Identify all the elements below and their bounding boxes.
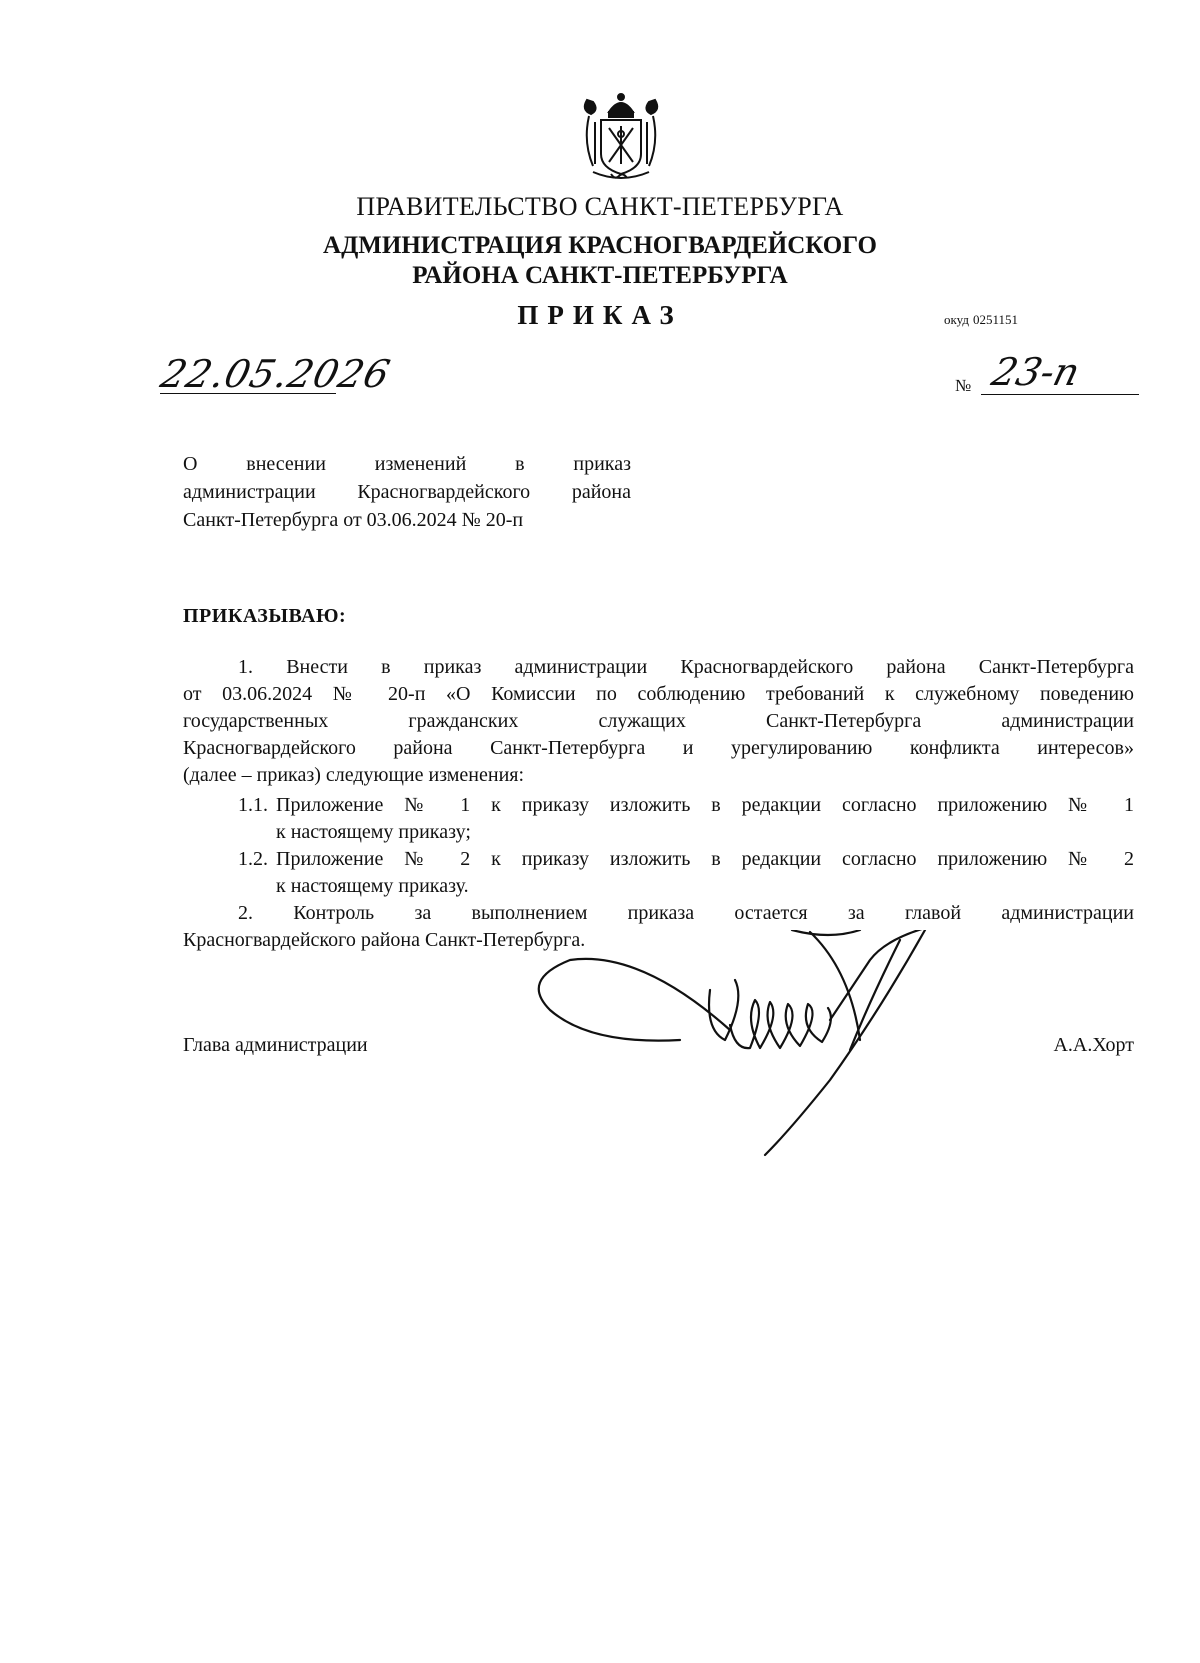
item-number: 1.2. <box>238 848 268 870</box>
directive-heading: ПРИКАЗЫВАЮ: <box>183 605 347 627</box>
paragraph-line: государственных гражданских служащих Санкт-Петербурга администрации <box>183 710 1134 732</box>
order-number-field <box>955 350 1141 400</box>
number-underline <box>981 394 1139 395</box>
document-type-title: ПРИКАЗ <box>517 300 683 330</box>
item-line: Приложение № 1 к приказу изложить в редакции согласно приложению № 1 <box>276 794 1134 816</box>
paragraph-line: Красногвардейского района Санкт-Петербурга и урегулированию конфликта интересов» <box>183 737 1134 759</box>
order-date-field <box>156 352 396 400</box>
subject-line: администрации Красногвардейского района <box>183 481 631 503</box>
administration-title-line2: РАЙОНА САНКТ-ПЕТЕРБУРГА <box>412 262 788 289</box>
paragraph-1 <box>183 654 1134 789</box>
handwritten-signature <box>530 930 1000 1160</box>
item-number: 1.1. <box>238 794 268 816</box>
okud-code <box>944 312 1018 328</box>
coat-of-arms-emblem <box>579 92 663 184</box>
list-item <box>238 792 1134 846</box>
okud-label: окуд <box>944 312 969 327</box>
subject-line: О внесении изменений в приказ <box>183 453 631 475</box>
date-underline <box>160 393 336 394</box>
signer-name: А.А.Хорт <box>1053 1034 1134 1056</box>
administration-title-line1: АДМИНИСТРАЦИЯ КРАСНОГВАРДЕЙСКОГО <box>323 232 877 259</box>
subject-line: Санкт-Петербурга от 03.06.2024 № 20-п <box>183 509 524 531</box>
paragraph-line: Красногвардейского района Санкт-Петербурга. <box>183 929 586 951</box>
order-number-handwritten: 23-п <box>987 350 1085 394</box>
government-title: ПРАВИТЕЛЬСТВО САНКТ-ПЕТЕРБУРГА <box>356 192 844 221</box>
item-line: к настоящему приказу; <box>276 821 471 843</box>
okud-value: 0251151 <box>972 312 1018 327</box>
signer-position: Глава администрации <box>183 1034 368 1056</box>
item-line: к настоящему приказу. <box>276 875 469 897</box>
order-date-handwritten: 22.05.2026 <box>156 352 396 396</box>
order-subject <box>183 450 631 534</box>
paragraph-line: 1. Внести в приказ администрации Красногвардейского района Санкт-Петербурга <box>238 656 1134 678</box>
paragraph-line: (далее – приказ) следующие изменения: <box>183 764 525 786</box>
list-item <box>238 846 1134 900</box>
paragraph-line: 2. Контроль за выполнением приказа остается за главой администрации <box>238 902 1134 924</box>
number-sign: № <box>955 376 972 395</box>
item-line: Приложение № 2 к приказу изложить в редакции согласно приложению № 2 <box>276 848 1134 870</box>
paragraph-line: от 03.06.2024 № 20-п «О Комиссии по соблюдению требований к служебному поведению <box>183 683 1134 705</box>
